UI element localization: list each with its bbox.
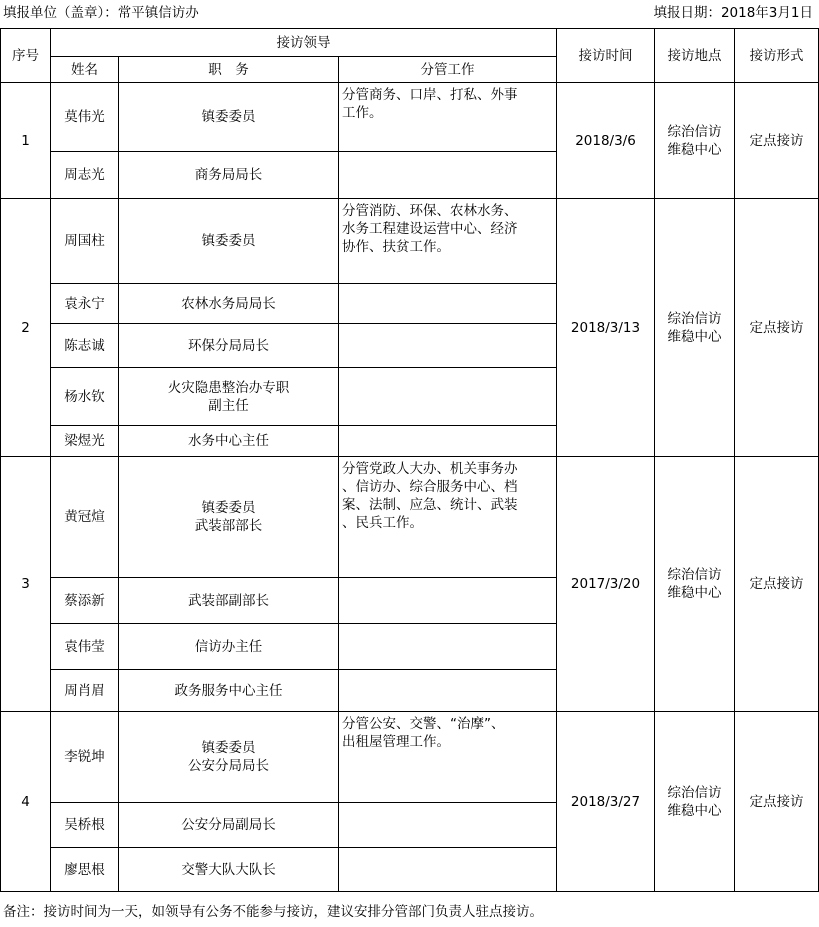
duty-cell xyxy=(339,578,557,624)
name-cell: 黄冠煊 xyxy=(51,457,119,578)
header-seq: 序号 xyxy=(1,29,51,83)
name-cell: 周国柱 xyxy=(51,199,119,284)
reporting-unit: 填报单位（盖章）：常平镇信访办 xyxy=(3,5,199,21)
duty-cell xyxy=(339,324,557,368)
position-cell: 镇委委员 公安分局局长 xyxy=(119,712,339,803)
duty-cell: 分管公安、交警、“治摩”、 出租屋管理工作。 xyxy=(339,712,557,803)
name-cell: 周肖眉 xyxy=(51,670,119,712)
position-cell: 公安分局副局长 xyxy=(119,803,339,848)
duty-cell: 分管党政人大办、机关事务办 、信访办、综合服务中心、档 案、法制、应急、统计、武装 、民兵工作。 xyxy=(339,457,557,578)
header-form: 接访形式 xyxy=(735,29,819,83)
position-cell: 镇委委员 xyxy=(119,83,339,152)
name-cell: 袁永宁 xyxy=(51,284,119,324)
seq-cell: 3 xyxy=(1,457,51,712)
header-position: 职 务 xyxy=(119,57,339,83)
form-cell: 定点接访 xyxy=(735,83,819,199)
position-cell: 武装部副部长 xyxy=(119,578,339,624)
place-cell: 综治信访 维稳中心 xyxy=(655,199,735,457)
reception-schedule-table xyxy=(0,28,819,892)
duty-cell xyxy=(339,426,557,457)
header-place: 接访地点 xyxy=(655,29,735,83)
position-cell: 镇委委员 武装部部长 xyxy=(119,457,339,578)
name-cell: 陈志诚 xyxy=(51,324,119,368)
duty-cell xyxy=(339,368,557,426)
name-cell: 袁伟莹 xyxy=(51,624,119,670)
name-cell: 杨水钦 xyxy=(51,368,119,426)
duty-cell xyxy=(339,284,557,324)
form-cell: 定点接访 xyxy=(735,712,819,892)
position-cell: 镇委委员 xyxy=(119,199,339,284)
header-leaders: 接访领导 xyxy=(51,29,557,57)
header-name: 姓名 xyxy=(51,57,119,83)
position-cell: 水务中心主任 xyxy=(119,426,339,457)
position-cell: 信访办主任 xyxy=(119,624,339,670)
seq-cell: 4 xyxy=(1,712,51,892)
position-cell: 环保分局局长 xyxy=(119,324,339,368)
header-duty: 分管工作 xyxy=(339,57,557,83)
duty-cell xyxy=(339,848,557,892)
place-cell: 综治信访 维稳中心 xyxy=(655,712,735,892)
time-cell: 2018/3/27 xyxy=(557,712,655,892)
position-cell: 商务局局长 xyxy=(119,152,339,199)
table-row xyxy=(1,457,819,578)
time-cell: 2018/3/13 xyxy=(557,199,655,457)
duty-cell xyxy=(339,624,557,670)
time-cell: 2018/3/6 xyxy=(557,83,655,199)
position-cell: 政务服务中心主任 xyxy=(119,670,339,712)
duty-cell: 分管消防、环保、农林水务、 水务工程建设运营中心、经济 协作、扶贫工作。 xyxy=(339,199,557,284)
place-cell: 综治信访 维稳中心 xyxy=(655,457,735,712)
seq-cell: 2 xyxy=(1,199,51,457)
name-cell: 莫伟光 xyxy=(51,83,119,152)
footnote: 备注：接访时间为一天，如领导有公务不能参与接访，建议安排分管部门负责人驻点接访。 xyxy=(3,904,543,920)
name-cell: 蔡添新 xyxy=(51,578,119,624)
duty-cell xyxy=(339,670,557,712)
seq-cell: 1 xyxy=(1,83,51,199)
table-row xyxy=(1,83,819,152)
time-cell: 2017/3/20 xyxy=(557,457,655,712)
place-cell: 综治信访 维稳中心 xyxy=(655,83,735,199)
table-row xyxy=(1,199,819,284)
position-cell: 火灾隐患整治办专职 副主任 xyxy=(119,368,339,426)
name-cell: 周志光 xyxy=(51,152,119,199)
position-cell: 交警大队大队长 xyxy=(119,848,339,892)
duty-cell xyxy=(339,152,557,199)
position-cell: 农林水务局局长 xyxy=(119,284,339,324)
header-time: 接访时间 xyxy=(557,29,655,83)
name-cell: 梁煜光 xyxy=(51,426,119,457)
duty-cell: 分管商务、口岸、打私、外事 工作。 xyxy=(339,83,557,152)
name-cell: 吴桥根 xyxy=(51,803,119,848)
form-cell: 定点接访 xyxy=(735,457,819,712)
name-cell: 李锐坤 xyxy=(51,712,119,803)
name-cell: 廖思根 xyxy=(51,848,119,892)
table-row xyxy=(1,712,819,803)
reporting-date: 填报日期：2018年3月1日 xyxy=(653,5,813,21)
duty-cell xyxy=(339,803,557,848)
form-cell: 定点接访 xyxy=(735,199,819,457)
